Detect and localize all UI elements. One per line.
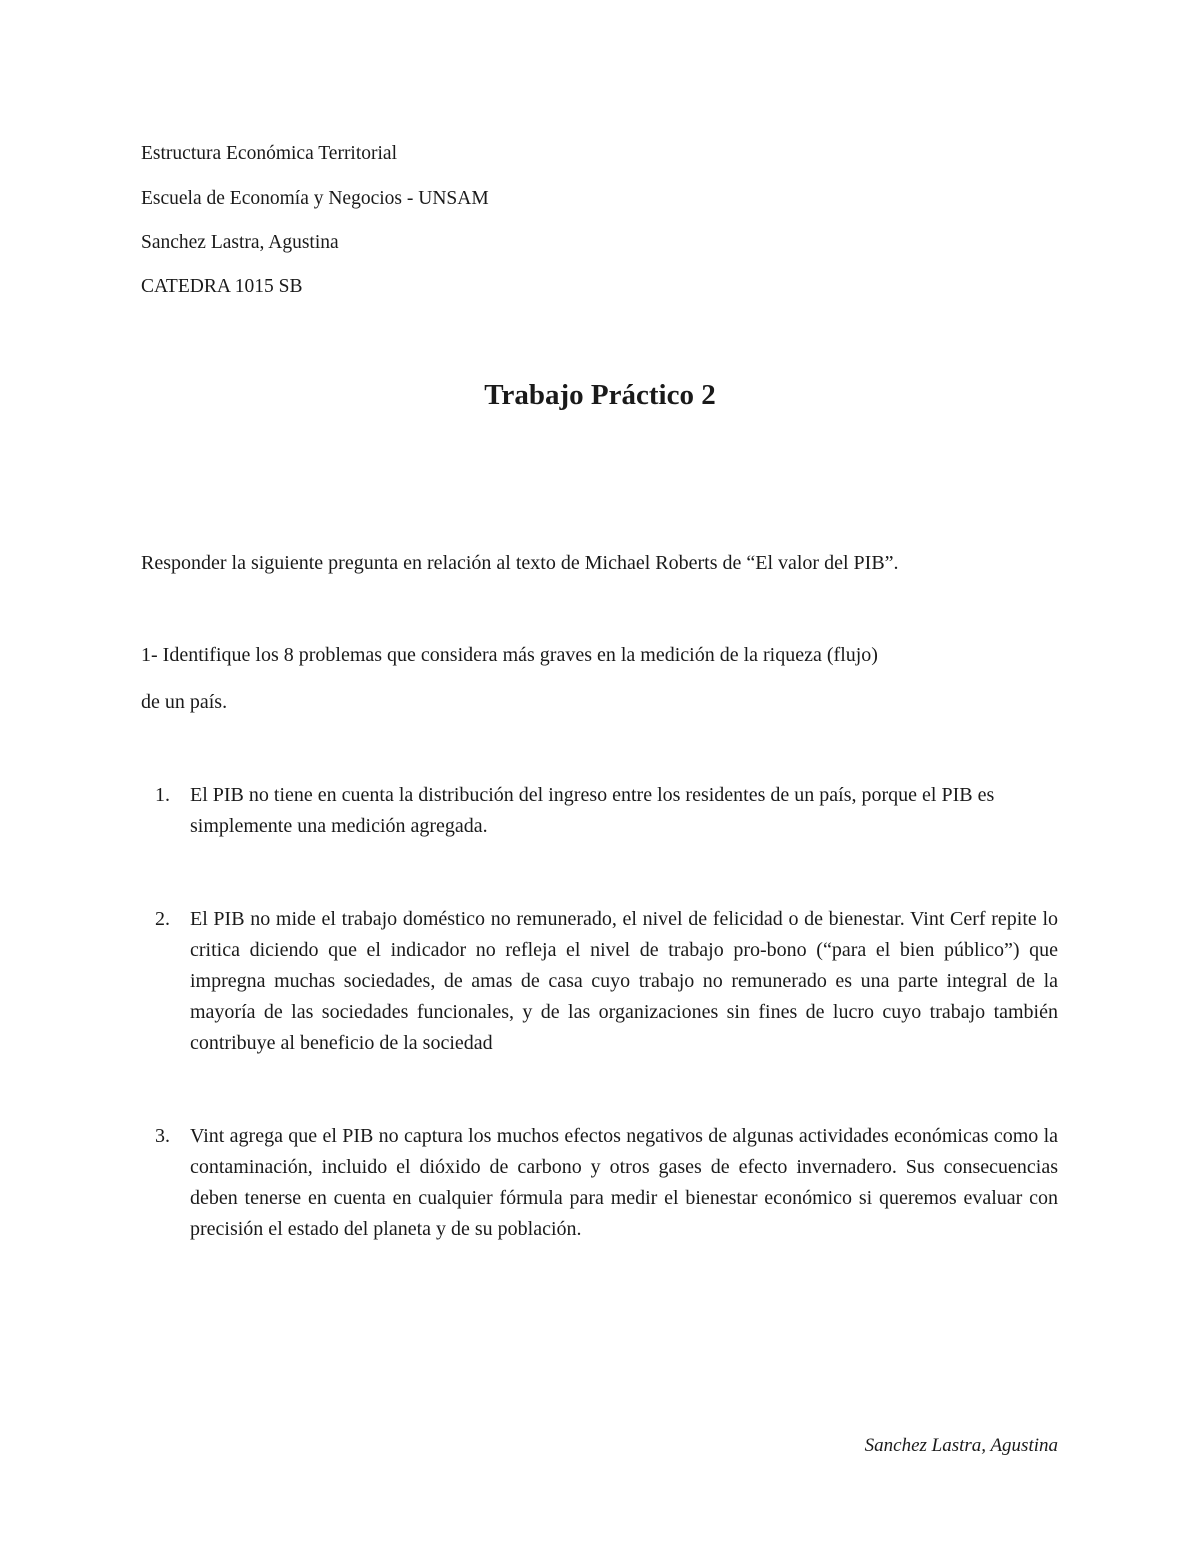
list-item-text: El PIB no tiene en cuenta la distribución del ingreso entre los residentes de un país, porque el PIB es simplemente una medición agregada.: [190, 784, 995, 837]
header-subject: Estructura Económica Territorial: [141, 143, 398, 164]
footer-author: Sanchez Lastra, Agustina: [864, 1435, 1058, 1456]
header-chair: CATEDRA 1015 SB: [141, 276, 303, 297]
list-item-text: Vint agrega que el PIB no captura los muchos efectos negativos de algunas actividades económicas como la contaminación, incluido el dióxido de carbono y otros gases de efecto invernadero. Sus consecuencias deben tenerse en cuenta en cualquier fórmula para medir el bienestar económico si queremos evaluar con precisión el estado del planeta y de su población.: [190, 1125, 1058, 1240]
intro-paragraph: Responder la siguiente pregunta en relación al texto de Michael Roberts de “El valor del PIB”.: [141, 552, 899, 574]
list-item-text: El PIB no mide el trabajo doméstico no remunerado, el nivel de felicidad o de bienestar. Vint Cerf repite lo critica diciendo que el indicador no refleja el nivel de trabajo pro-bono (“para el bien público”) que impregna muchas sociedades, de amas de casa cuyo trabajo no remunerado es una parte integral de la mayoría de las sociedades funcionales, y de las organizaciones sin fines de lucro cuyo trabajo también contribuye al beneficio de la sociedad: [190, 908, 1058, 1054]
question-line-1: 1- Identifique los 8 problemas que considera más graves en la medición de la riqueza (flujo): [141, 644, 878, 666]
header-school: Escuela de Economía y Negocios - UNSAM: [141, 188, 489, 209]
list-item-number: 2.: [155, 908, 170, 930]
list-item-number: 1.: [155, 784, 170, 806]
header-student: Sanchez Lastra, Agustina: [141, 232, 339, 253]
page-title: Trabajo Práctico 2: [484, 379, 716, 411]
list-item-number: 3.: [155, 1125, 170, 1147]
question-line-2: de un país.: [141, 691, 228, 713]
